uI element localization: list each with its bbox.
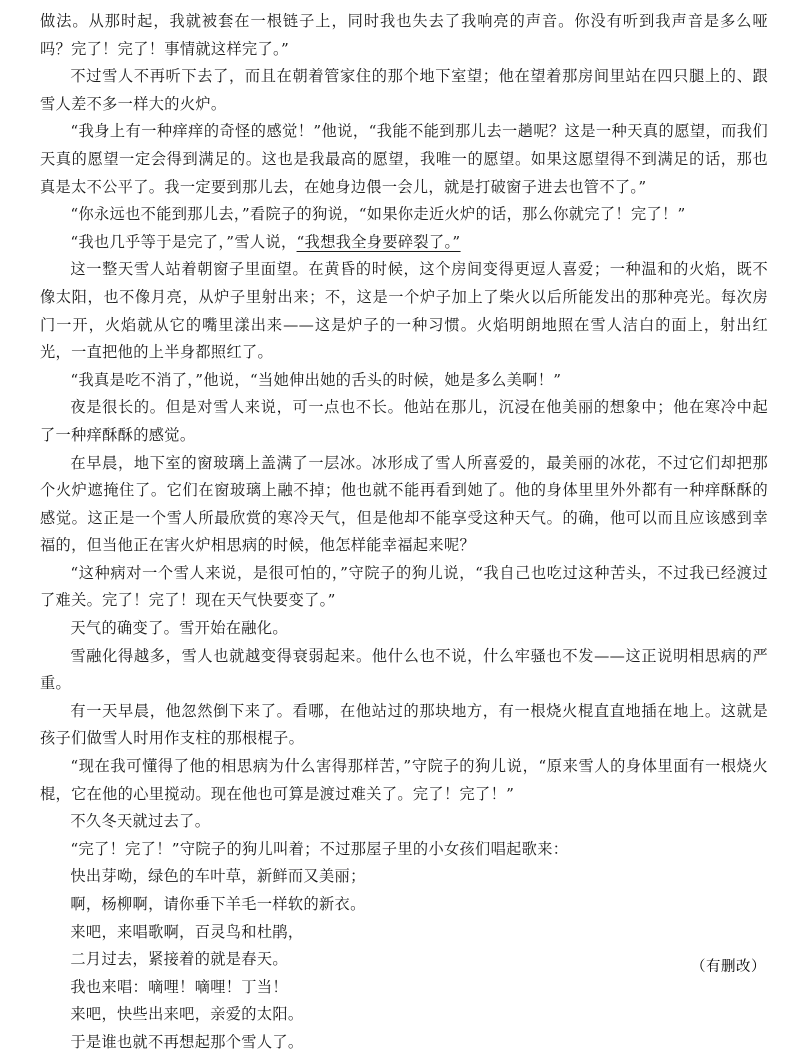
song-line: 啊，杨柳啊，请你垂下羊毛一样软的新衣。 [70, 895, 366, 913]
paragraph-5-text: “我也几乎等于是完了，”雪人说， [70, 232, 297, 251]
paragraph-5 [40, 229, 768, 257]
song-line: 来吧，快些出来吧，亲爱的太阳。 [70, 1005, 304, 1024]
paragraph-14: “现在我可懂得了他的相思病为什么害得那样苦，”守院子的狗儿说，“原来雪人的身体里面有一根烧火棍，它在他的心里搅动。现在他也可算是渡过难关了。完了！完了！” [40, 757, 768, 803]
paragraph-4: “你永远也不能到那儿去，”看院子的狗说，“如果你走近火炉的话，那么你就完了！完了！” [70, 205, 686, 224]
paragraph-11: 天气的确变了。雪开始在融化。 [70, 619, 288, 638]
paragraph-3: “我身上有一种痒痒的奇怪的感觉！”他说，“我能不能到那儿去一趟呢？这是一种天真的愿望，而我们天真的愿望一定会得到满足的。这也是我最高的愿望，我唯一的愿望。如果这愿望得不到满足的话，那也真是太不公平了。我一定要到那儿去，在她身边偎一会儿，就是打破窗子进去也管不了。” [40, 122, 768, 196]
paragraph-16: “完了！完了！”守院子的狗儿叫着；不过那屋子里的小女孩们唱起歌来： [70, 839, 569, 858]
song-verse [40, 863, 768, 1029]
closing-paragraph: 于是谁也就不再想起那个雪人了。 [70, 1032, 304, 1051]
paragraph-13: 有一天早晨，他忽然倒下来了。看哪，在他站过的那块地方，有一根烧火棍直直地插在地上。这就是孩子们做雪人时用作支柱的那根棍子。 [40, 701, 768, 748]
song-line: 二月过去，紧接着的就是春天。 [70, 950, 288, 969]
paragraph-6: 这一整天雪人站着朝窗子里面望。在黄昏的时候，这个房间变得更逗人喜爱；一种温和的火焰，既不像太阳，也不像月亮，从炉子里射出来；不，这是一个炉子加上了柴火以后所能发出的那种亮光。每次房门一开，火焰就从它的嘴里漾出来——这是炉子的一种习惯。火焰明朗地照在雪人洁白的面上，射出红光，一直把他的上半身都照红了。 [40, 260, 768, 362]
paragraph-7: “我真是吃不消了，”他说，“当她伸出她的舌头的时候，她是多么美啊！” [70, 370, 562, 389]
paragraph-12: 雪融化得越多，雪人也就越变得衰弱起来。他什么也不说，什么牢骚也不发——这正说明相思病的严重。 [40, 646, 768, 693]
song-line: 我也来唱：嘀哩！嘀哩！丁当！ [70, 977, 288, 996]
paragraph-8: 夜是很长的。但是对雪人来说，可一点也不长。他站在那儿，沉浸在他美丽的想象中；他在寒冷中起了一种痒酥酥的感觉。 [40, 398, 768, 444]
paragraph-1: 做法。从那时起，我就被套在一根链子上，同时我也失去了我响亮的声音。你没有听到我声音是多么哑吗？完了！完了！事情就这样完了。” [40, 12, 768, 58]
paragraph-10: “这种病对一个雪人来说，是很可怕的，”守院子的狗儿说，“我自己也吃过这种苦头，不过我已经渡过了难关。完了！完了！现在天气快要变了。” [40, 563, 768, 610]
paragraph-2: 不过雪人不再听下去了，而且在朝着管家住的那个地下室望；他在望着那房间里站在四只腿上的、跟雪人差不多一样大的火炉。 [40, 67, 768, 113]
source-note: （有删改） [691, 959, 766, 975]
paragraph-9: 在早晨，地下室的窗玻璃上盖满了一层冰。冰形成了雪人所喜爱的，最美丽的冰花，不过它们却把那个火炉遮掩住了。它们在窗玻璃上融不掉；他也就不能再看到她了。他的身体里里外外都有一种痒酥酥的感觉。这正是一个雪人所最欣赏的寒冷天气，但是他却不能享受这种天气。的确，他可以而且应该感到幸福的，但当他正在害火炉相思病的时候，他怎样能幸福起来呢？ [40, 453, 768, 555]
underlined-sentence: “我想我全身要碎裂了。” [296, 232, 461, 251]
song-line: 快出芽呦，绿色的车叶草，新鲜而又美丽； [70, 867, 366, 886]
song-line: 来吧，来唱歌啊，百灵鸟和杜鹃， [70, 922, 304, 941]
paragraph-15: 不久冬天就过去了。 [70, 812, 211, 831]
